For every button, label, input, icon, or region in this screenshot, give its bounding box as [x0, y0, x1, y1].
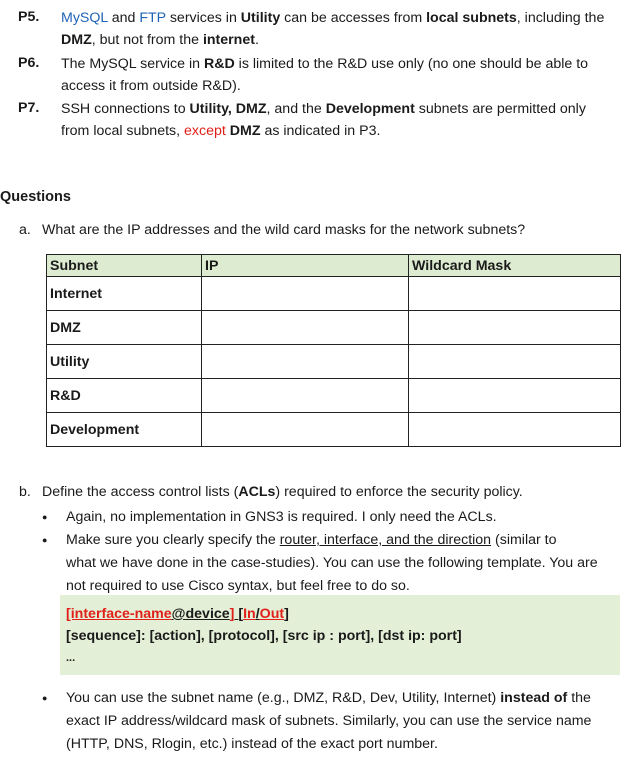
policy-line: The MySQL service in R&D is limited to the R&D use only (no one should be able to [61, 56, 589, 72]
table-row [47, 345, 621, 379]
table-row [47, 379, 621, 413]
table-row [47, 311, 621, 345]
question-a-letter: a. [19, 222, 31, 238]
bullet-text [66, 506, 624, 529]
subnet-cell: Development [47, 413, 202, 447]
bullet-line: exact IP address/wildcard mask of subnets. Similarly, you can use the service name [66, 713, 592, 729]
bullet-icon: ● [42, 512, 48, 522]
template-line-interface: [interface-name@device] [In/Out] [66, 606, 289, 622]
policy-line: DMZ, but not from the internet. [61, 32, 259, 48]
questions-heading: Questions [0, 189, 71, 205]
subnet-cell: Utility [47, 345, 202, 379]
policy-number: P6. [18, 55, 40, 71]
subnet-table [46, 254, 621, 447]
bullet-text [66, 687, 624, 756]
template-line-ellipsis: ... [66, 652, 76, 664]
ip-cell[interactable] [202, 277, 409, 311]
policy-number: P7. [18, 100, 40, 116]
subnet-cell: Internet [47, 277, 202, 311]
question-b-text: Define the access control lists (ACLs) required to enforce the security policy. [42, 484, 523, 500]
wildcard-cell[interactable] [409, 277, 621, 311]
wildcard-cell[interactable] [409, 379, 621, 413]
bullet-icon: ● [42, 535, 48, 545]
wildcard-cell[interactable] [409, 345, 621, 379]
bullet-icon: ● [42, 693, 48, 703]
question-b-letter: b. [19, 484, 31, 500]
table-header-row [47, 255, 621, 277]
policy-line: from local subnets, except DMZ as indicated in P3. [61, 123, 381, 139]
acl-template [66, 603, 462, 669]
policy-line: MySQL and FTP services in Utility can be accesses from local subnets, including the [61, 10, 605, 26]
question-a-text: What are the IP addresses and the wild card masks for the network subnets? [42, 222, 526, 238]
ip-cell[interactable] [202, 311, 409, 345]
ip-cell[interactable] [202, 345, 409, 379]
table-row [47, 413, 621, 447]
table-row [47, 277, 621, 311]
policy-line: access it from outside R&D). [61, 78, 241, 94]
bullet-line: not required to use Cisco syntax, but feel free to do so. [66, 578, 410, 594]
policy-text [61, 53, 621, 97]
wildcard-cell[interactable] [409, 311, 621, 345]
ip-cell[interactable] [202, 379, 409, 413]
subnet-cell: R&D [47, 379, 202, 413]
bullet-text [66, 529, 624, 598]
bullet-line: what we have done in the case-studies). You can use the following template. You are [66, 555, 598, 571]
ip-cell[interactable] [202, 413, 409, 447]
column-header-subnet: Subnet [47, 255, 202, 277]
bullet-line: Make sure you clearly specify the router, interface, and the direction (similar to [66, 532, 557, 548]
bullet-line: Again, no implementation in GNS3 is required. I only need the ACLs. [66, 509, 497, 525]
wildcard-cell[interactable] [409, 413, 621, 447]
column-header-ip: IP [202, 255, 409, 277]
policy-text [61, 98, 621, 142]
bullet-line: You can use the subnet name (e.g., DMZ, R&D, Dev, Utility, Internet) instead of the [66, 690, 591, 706]
bullet-line: (HTTP, DNS, Rlogin, etc.) instead of the exact port number. [66, 736, 438, 752]
column-header-wildcard: Wildcard Mask [409, 255, 621, 277]
policy-line: SSH connections to Utility, DMZ, and the Development subnets are permitted only [61, 101, 586, 117]
policy-text [61, 7, 621, 51]
template-line-sequence: [sequence]: [action], [protocol], [src ip : port], [dst ip: port] [66, 628, 462, 644]
subnet-cell: DMZ [47, 311, 202, 345]
policy-number: P5. [18, 9, 40, 25]
